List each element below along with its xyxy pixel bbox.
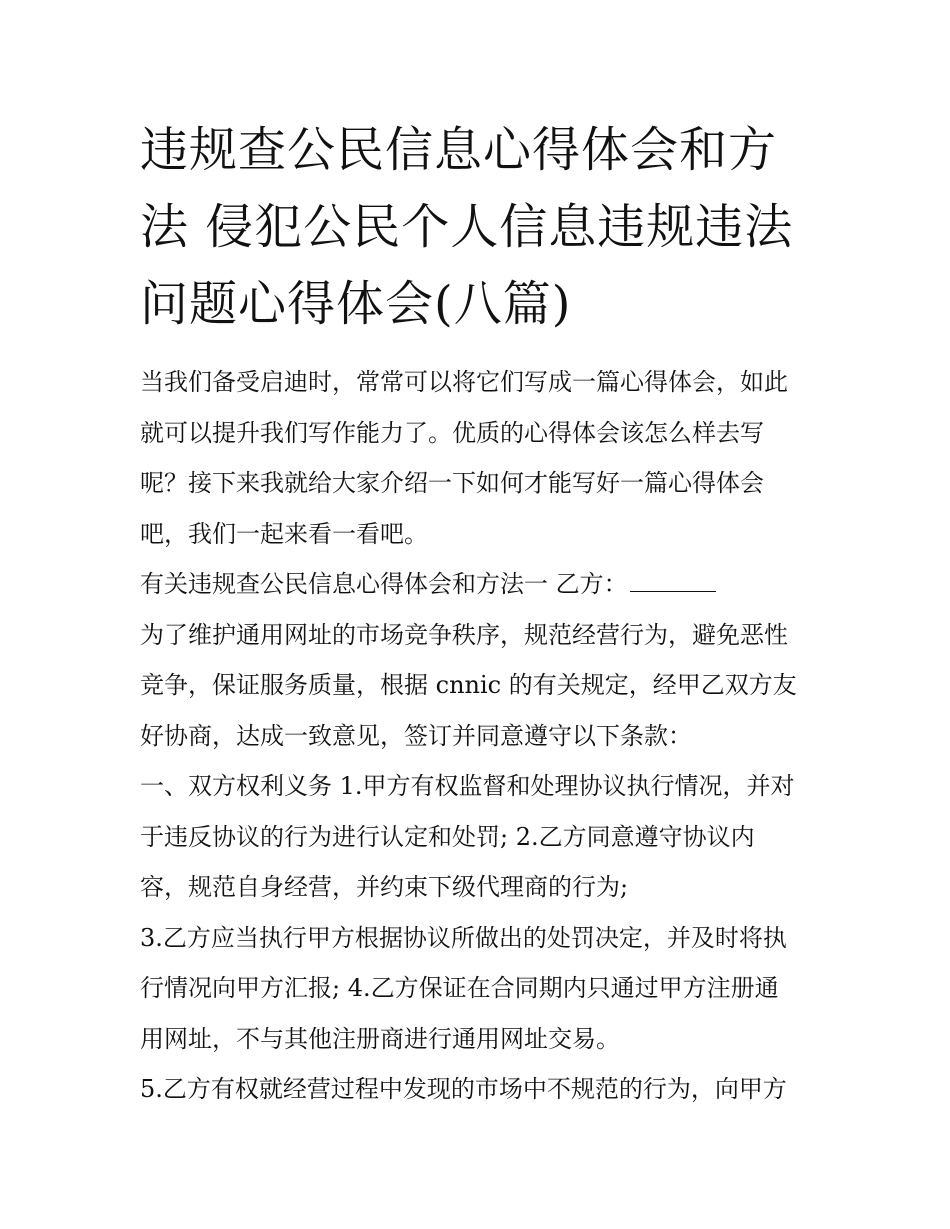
title-line: 问题心得体会(八篇) <box>140 276 572 332</box>
title-line: 法 侵犯公民个人信息违规违法 <box>140 199 794 255</box>
document-page <box>140 112 820 1115</box>
body-line: 用网址，不与其他注册商进行通用网址交易。 <box>140 1024 620 1053</box>
title-line: 违规查公民信息心得体会和方 <box>140 122 778 178</box>
body-line: 呢？接下来我就给大家介绍一下如何才能写好一篇心得体会 <box>140 469 764 497</box>
body-line: 吧，我们一起来看一看吧。 <box>140 519 428 548</box>
body-line: 就可以提升我们写作能力了。优质的心得体会该怎么样去写 <box>140 418 764 447</box>
blank-fill-line <box>630 571 716 592</box>
body-line: 于违反协议的行为进行认定和处罚; 2.乙方同意遵守协议内 <box>140 822 755 851</box>
document-title <box>140 112 820 343</box>
body-line: 为了维护通用网址的市场竞争秩序，规范经营行为，避免恶性 <box>140 620 788 649</box>
body-line: 5.乙方有权就经营过程中发现的市场中不规范的行为，向甲方 <box>140 1075 787 1103</box>
section-heading-line <box>140 559 820 610</box>
body-line: 容，规范自身经营，并约束下级代理商的行为; <box>140 873 629 901</box>
section-heading-text: 有关违规查公民信息心得体会和方法一 乙方： <box>140 570 628 598</box>
body-line: 好协商，达成一致意见，签订并同意遵守以下条款： <box>140 721 692 750</box>
body-line: 竞争，保证服务质量，根据 cnnic 的有关规定，经甲乙双方友 <box>140 671 797 699</box>
body-line: 一、双方权利义务 1.甲方有权监督和处理协议执行情况，并对 <box>140 772 795 800</box>
body-line: 当我们备受启迪时，常常可以将它们写成一篇心得体会，如此 <box>140 368 788 396</box>
body-line: 3.乙方应当执行甲方根据协议所做出的处罚决定，并及时将执 <box>140 923 787 952</box>
document-body <box>140 357 820 1115</box>
body-line: 行情况向甲方汇报; 4.乙方保证在合同期内只通过甲方注册通 <box>140 974 779 1002</box>
